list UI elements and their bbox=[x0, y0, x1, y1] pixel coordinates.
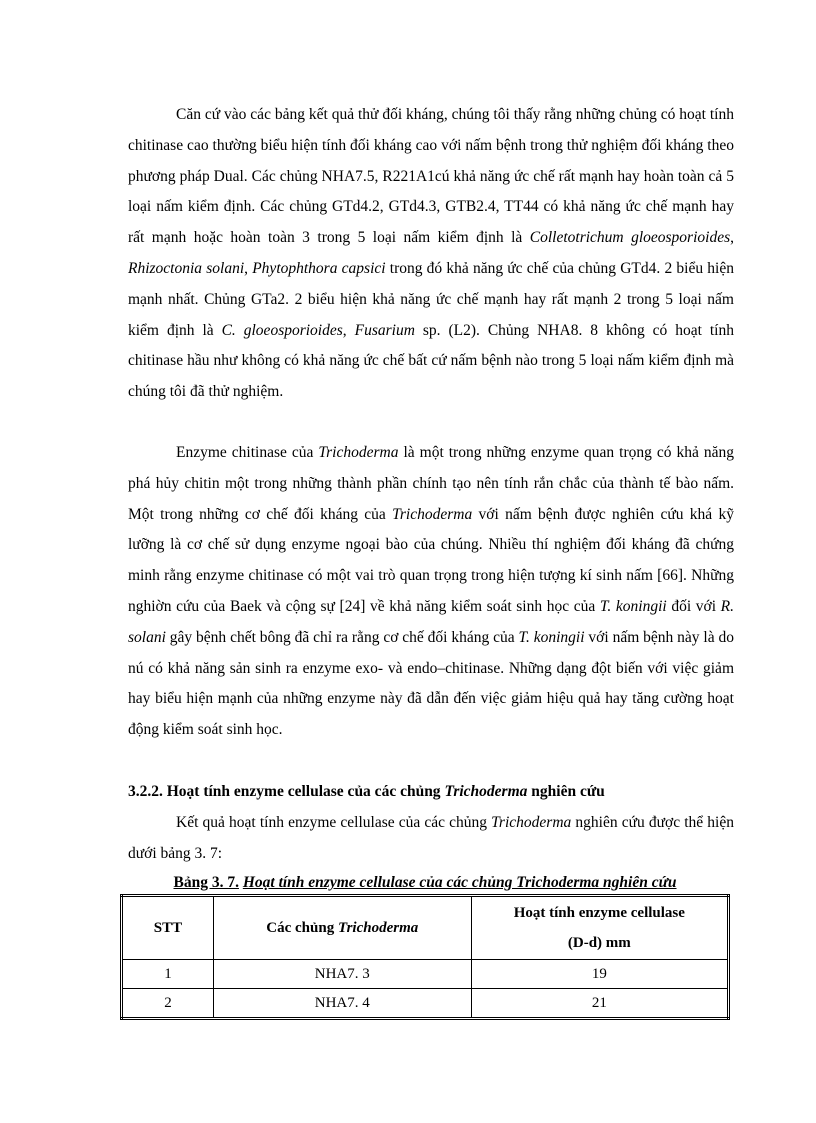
cell-activity: 19 bbox=[471, 960, 728, 989]
table-row bbox=[122, 960, 729, 989]
genus-name: Trichoderma bbox=[318, 444, 399, 461]
text-run: gây bệnh chết bông đã chỉ ra rằng cơ chế đối kháng của bbox=[165, 628, 519, 646]
heading-text: nghiên cứu bbox=[527, 783, 605, 800]
caption-title: Hoạt tính enzyme cellulase của các chủng Trichoderma nghiên cứu bbox=[242, 874, 677, 891]
species-name: T. koningii bbox=[518, 628, 585, 646]
species-name: R. solani bbox=[128, 597, 734, 646]
cell-stt: 2 bbox=[122, 989, 214, 1019]
header-activity-line1: Hoạt tính enzyme cellulase bbox=[513, 905, 685, 921]
caption-number: Bảng 3. 7. bbox=[173, 874, 239, 891]
cell-strain: NHA7. 3 bbox=[213, 960, 471, 989]
species-name: Phytophthora capsici bbox=[252, 259, 386, 277]
section-heading bbox=[128, 777, 734, 807]
species-name: Fusarium bbox=[354, 321, 415, 339]
text-run: sp. (L2). Chủng NHA8. 8 không có hoạt tính chitinase hầu như không có khả năng ức chế bất cứ nấm bệnh nào trong 5 loại nấm kiểm định mà chúng tôi đã thử nghiệm. bbox=[128, 321, 734, 401]
species-name: C. gloeosporioides bbox=[221, 321, 343, 339]
text-run: là một trong những enzyme quan trọng có khả năng phá hủy chitin một trong những thành phần chính tạo nên tính rắn chắc của thành tế bào nấm. Một trong những cơ chế đối kháng của bbox=[128, 444, 734, 523]
header-stt: STT bbox=[122, 896, 214, 960]
text-run: Kết quả hoạt tính enzyme cellulase của các chủng bbox=[176, 814, 492, 831]
text-run: Căn cứ vào các bảng kết quả thử đối kháng, chúng tôi thấy rằng những chủng có hoạt tính chitinase cao thường biểu hiện tính đối kháng cao với nấm bệnh trong thử nghiệm đối kháng theo phương pháp Dual. Các chủng NHA7.5, R221A1cú khả năng ức chế rất mạnh hay hoàn toàn cả 5 loại nấm kiểm định. Các chủng GTd4.2, GTd4.3, GTB2.4, TT44 có khả năng ức chế mạnh hay rất mạnh hoặc hoàn toàn 3 trong 5 loại nấm kiểm định là bbox=[128, 106, 734, 247]
cell-strain: NHA7. 4 bbox=[213, 989, 471, 1019]
table-header-row bbox=[122, 896, 729, 960]
heading-text: 3.2.2. Hoạt tính enzyme cellulase của các chủng bbox=[128, 783, 445, 800]
text-run: , bbox=[342, 321, 355, 339]
text-run: , bbox=[730, 229, 734, 247]
cell-activity: 21 bbox=[471, 989, 728, 1019]
table-caption bbox=[120, 871, 730, 895]
species-name: Colletotrichum gloeosporioides bbox=[529, 229, 731, 247]
text-run: trong đó khả năng ức chế của chủng GTd4. 2 biểu hiện mạnh nhất. Chủng GTa2. 2 biểu hiện khả năng ức chế mạnh hay rất mạnh 2 trong 5 loại nấm kiểm định là bbox=[128, 259, 734, 339]
paragraph-chitinase-role bbox=[128, 438, 734, 746]
species-name: T. koningii bbox=[599, 597, 667, 615]
text-run: với nấm bệnh được nghiên cứu khá kỹ lưỡng là cơ chế sử dụng enzyme ngoại bào của chúng. Nhiều thí nghiệm đối kháng đã chứng minh rằng enzyme chitinase có một vai trò quan trọng trong hiện tượng kí sinh nấm [66]. Những nghiờn cứu của Baek và cộng sự [24] về khả năng kiểm soát sinh học của bbox=[128, 505, 734, 615]
text-run: , bbox=[244, 259, 253, 277]
header-strain-text: Các chủng bbox=[266, 920, 338, 936]
cell-stt: 1 bbox=[122, 960, 214, 989]
header-activity bbox=[471, 896, 728, 960]
paragraph-antagonism-results bbox=[128, 100, 734, 408]
header-activity-line2: (D-d) mm bbox=[567, 935, 631, 951]
genus-name: Trichoderma bbox=[444, 783, 528, 800]
text-run: nghiên cứu được thể hiện dưới bảng 3. 7: bbox=[128, 814, 734, 862]
text-run: Enzyme chitinase của bbox=[176, 444, 319, 461]
genus-name: Trichoderma bbox=[491, 814, 572, 831]
header-strain bbox=[213, 896, 471, 960]
species-name: Rhizoctonia solani bbox=[128, 259, 245, 277]
genus-name: Trichoderma bbox=[337, 920, 419, 936]
cellulase-activity-table bbox=[120, 894, 730, 1020]
table-row bbox=[122, 989, 729, 1019]
text-run: với nấm bệnh này là do nú có khả năng sản sinh ra enzyme exo- và endo–chitinase. Những dạng đột biến với việc giảm hay biểu hiện mạnh của những enzyme này đã dẫn đến việc giảm hiệu quả hay tăng cường hoạt động kiểm soát sinh học. bbox=[128, 628, 734, 739]
genus-name: Trichoderma bbox=[392, 505, 473, 523]
paragraph-table-intro bbox=[128, 808, 734, 870]
text-run: đối với bbox=[666, 597, 721, 615]
